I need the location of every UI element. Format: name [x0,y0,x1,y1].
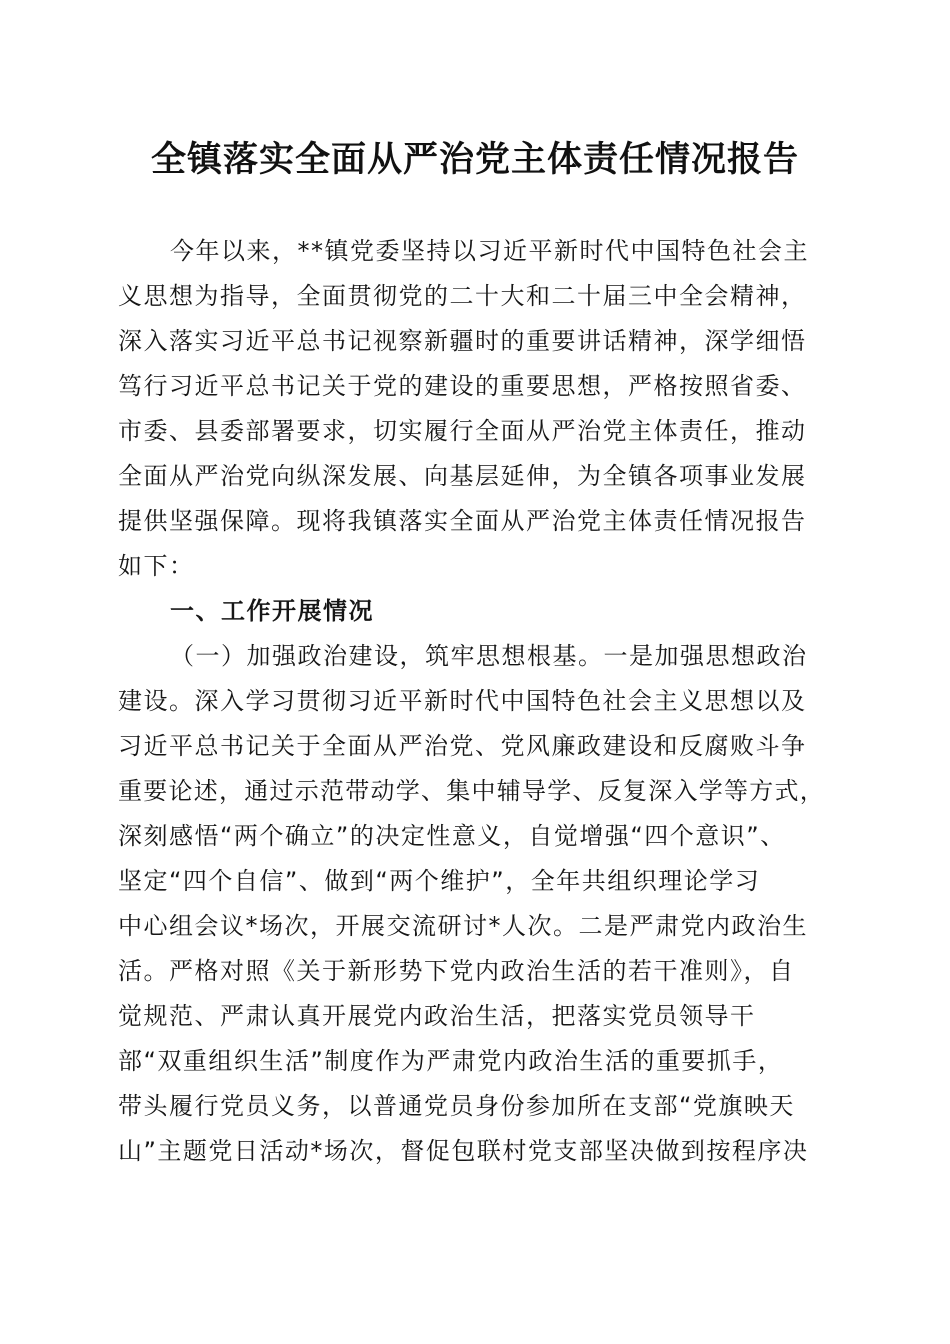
section-heading: 一、工作开展情况 [170,597,374,625]
text-line: 建设。深入学习贯彻习近平新时代中国特色社会主义思想以及 [118,687,807,715]
text-line: 义思想为指导，全面贯彻党的二十大和二十届三中全会精神， [118,282,807,310]
text-line: 觉规范、严肃认真开展党内政治生活，把落实党员领导干 [118,1002,756,1030]
text-line: （一）加强政治建设，筑牢思想根基。一是加强思想政治 [170,642,808,670]
text-line: 坚定“四个自信”、做到“两个维护”，全年共组织理论学习 [118,867,761,895]
section-heading-block [118,589,828,634]
text-line: 重要论述，通过示范带动学、集中辅导学、反复深入学等方式， [118,777,825,805]
text-line: 提供坚强保障。现将我镇落实全面从严治党主体责任情况报告 [118,507,807,535]
text-line: 深刻感悟“两个确立”的决定性意义，自觉增强“四个意识”、 [118,822,786,850]
text-line: 今年以来，**镇党委坚持以习近平新时代中国特色社会主 [170,237,809,265]
intro-paragraph [118,229,828,589]
text-line: 笃行习近平总书记关于党的建设的重要思想，严格按照省委、 [118,372,807,400]
document-title: 全镇落实全面从严治党主体责任情况报告 [150,139,799,180]
text-line: 活。严格对照《关于新形势下党内政治生活的若干准则》，自 [118,957,795,985]
text-line: 部“双重组织生活”制度作为严肃党内政治生活的重要抓手， [118,1047,784,1075]
text-line: 带头履行党员义务，以普通党员身份参加所在支部“党旗映天 [118,1092,795,1120]
text-line: 中心组会议*场次，开展交流研讨*人次。二是严肃党内政治生 [118,912,808,940]
text-line: 深入落实习近平总书记视察新疆时的重要讲话精神，深学细悟 [118,327,807,355]
text-line: 市委、县委部署要求，切实履行全面从严治党主体责任，推动 [118,417,807,445]
text-line: 如下： [118,552,195,580]
text-line: 习近平总书记关于全面从严治党、党风廉政建设和反腐败斗争 [118,732,807,760]
section1-paragraph [118,634,828,1174]
text-line: 山”主题党日活动*场次，督促包联村党支部坚决做到按程序决 [118,1137,809,1165]
text-line: 全面从严治党向纵深发展、向基层延伸，为全镇各项事业发展 [118,462,807,490]
